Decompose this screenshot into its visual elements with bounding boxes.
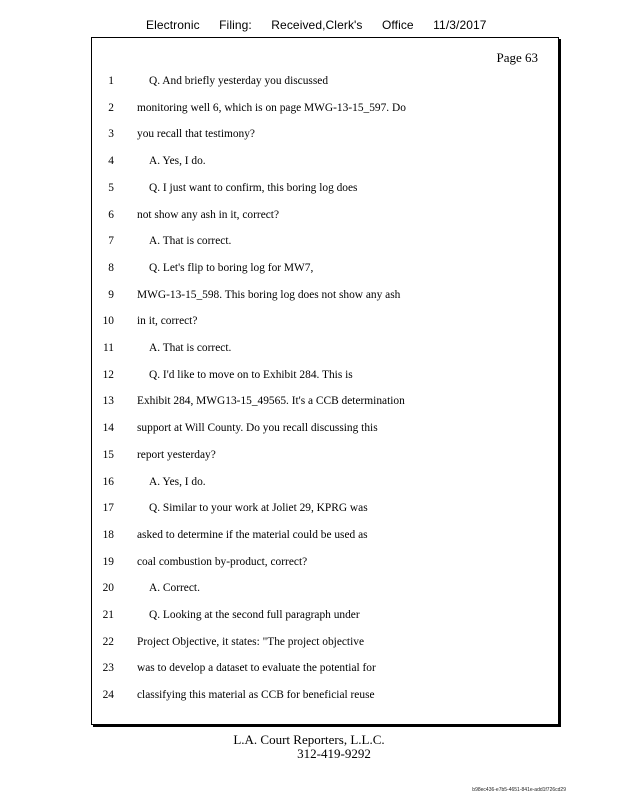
transcript-line (92, 180, 558, 196)
line-text: not show any ash in it, correct? (137, 208, 280, 221)
stamp-date: 11/3/2017 (433, 18, 487, 32)
transcript-line (92, 260, 558, 276)
footer (0, 733, 618, 761)
line-text: A. That is correct. (149, 342, 232, 354)
transcript-line (92, 207, 558, 223)
line-text: report yesterday? (137, 448, 216, 461)
transcript-line (92, 474, 558, 490)
line-text: in it, correct? (137, 315, 198, 328)
line-number: 18 (102, 528, 114, 541)
line-number: 2 (108, 101, 114, 114)
line-number: 16 (102, 475, 114, 488)
line-text: Project Objective, it states: "The project objective (137, 635, 365, 648)
line-number: 6 (108, 208, 114, 221)
line-number: 10 (102, 315, 114, 328)
document-hash: b98ec436-e7b5-4651-841e-add1f726cd29 (472, 787, 566, 793)
line-text: Q. I just want to confirm, this boring log does (149, 181, 358, 194)
line-text: Exhibit 284, MWG13-15_49565. It's a CCB determination (137, 395, 405, 408)
line-number: 11 (103, 342, 114, 354)
line-text: asked to determine if the material could be used as (137, 528, 368, 541)
line-number: 20 (102, 582, 114, 595)
line-number: 15 (102, 448, 114, 461)
stamp-word-electronic: Electronic (146, 18, 200, 32)
line-number: 21 (102, 609, 114, 621)
line-number: 12 (102, 368, 114, 381)
line-number: 5 (108, 181, 114, 194)
stamp-word-office: Office (381, 18, 414, 32)
line-number: 3 (108, 128, 114, 141)
transcript-line (92, 447, 558, 463)
line-text: MWG-13-15_598. This boring log does not show any ash (137, 288, 401, 301)
line-text: monitoring well 6, which is on page MWG-13-15_597. Do (137, 101, 406, 114)
line-text: A. Correct. (149, 582, 200, 595)
transcript-line (92, 420, 558, 436)
line-text: A. Yes, I do. (149, 475, 206, 488)
transcript-line (92, 393, 558, 409)
line-text: Q. And briefly yesterday you discussed (149, 75, 329, 87)
line-number: 23 (102, 662, 114, 675)
line-text: coal combustion by-product, correct? (137, 555, 308, 568)
transcript-line (92, 233, 558, 249)
reporter-company: L.A. Court Reporters, L.L.C. (233, 732, 385, 747)
transcript-line (92, 687, 558, 703)
line-text: was to develop a dataset to evaluate the potential for (137, 662, 376, 675)
transcript-line (92, 153, 558, 169)
transcript-line (92, 73, 558, 89)
transcript-line (92, 126, 558, 142)
line-text: classifying this material as CCB for beneficial reuse (137, 689, 375, 702)
line-text: Q. Let's flip to boring log for MW7, (149, 261, 314, 274)
line-number: 1 (108, 75, 114, 87)
line-number: 13 (102, 395, 114, 408)
page-number: Page 63 (496, 50, 538, 65)
line-number: 8 (108, 261, 114, 274)
transcript-line (92, 100, 558, 116)
stamp-word-received: Received,Clerk's (271, 18, 363, 32)
transcript-line (92, 340, 558, 356)
line-text: Q. Looking at the second full paragraph under (149, 609, 360, 621)
stamp-word-filing: Filing: (219, 18, 252, 32)
line-text: A. Yes, I do. (149, 155, 206, 168)
transcript-line (92, 287, 558, 303)
line-number: 24 (102, 689, 114, 702)
transcript-frame (91, 37, 559, 725)
transcript-line (92, 660, 558, 676)
filing-stamp (146, 18, 506, 32)
transcript-line (92, 580, 558, 596)
line-number: 14 (102, 422, 114, 435)
line-number: 17 (102, 502, 114, 515)
transcript-line (92, 554, 558, 570)
transcript-line (92, 634, 558, 650)
line-text: A. That is correct. (149, 235, 232, 248)
line-number: 19 (102, 555, 114, 568)
transcript-line (92, 313, 558, 329)
transcript-line (92, 607, 558, 623)
transcript-line (92, 500, 558, 516)
line-text: Q. I'd like to move on to Exhibit 284. This is (149, 368, 353, 381)
line-number: 9 (108, 288, 114, 301)
line-text: you recall that testimony? (137, 128, 255, 141)
line-number: 7 (108, 235, 114, 248)
reporter-phone: 312-419-9292 (297, 746, 371, 761)
line-text: Q. Similar to your work at Joliet 29, KPRG was (149, 502, 368, 515)
transcript-line (92, 367, 558, 383)
line-text: support at Will County. Do you recall discussing this (137, 422, 378, 435)
transcript-line (92, 527, 558, 543)
line-number: 22 (102, 635, 114, 648)
line-number: 4 (108, 155, 114, 168)
